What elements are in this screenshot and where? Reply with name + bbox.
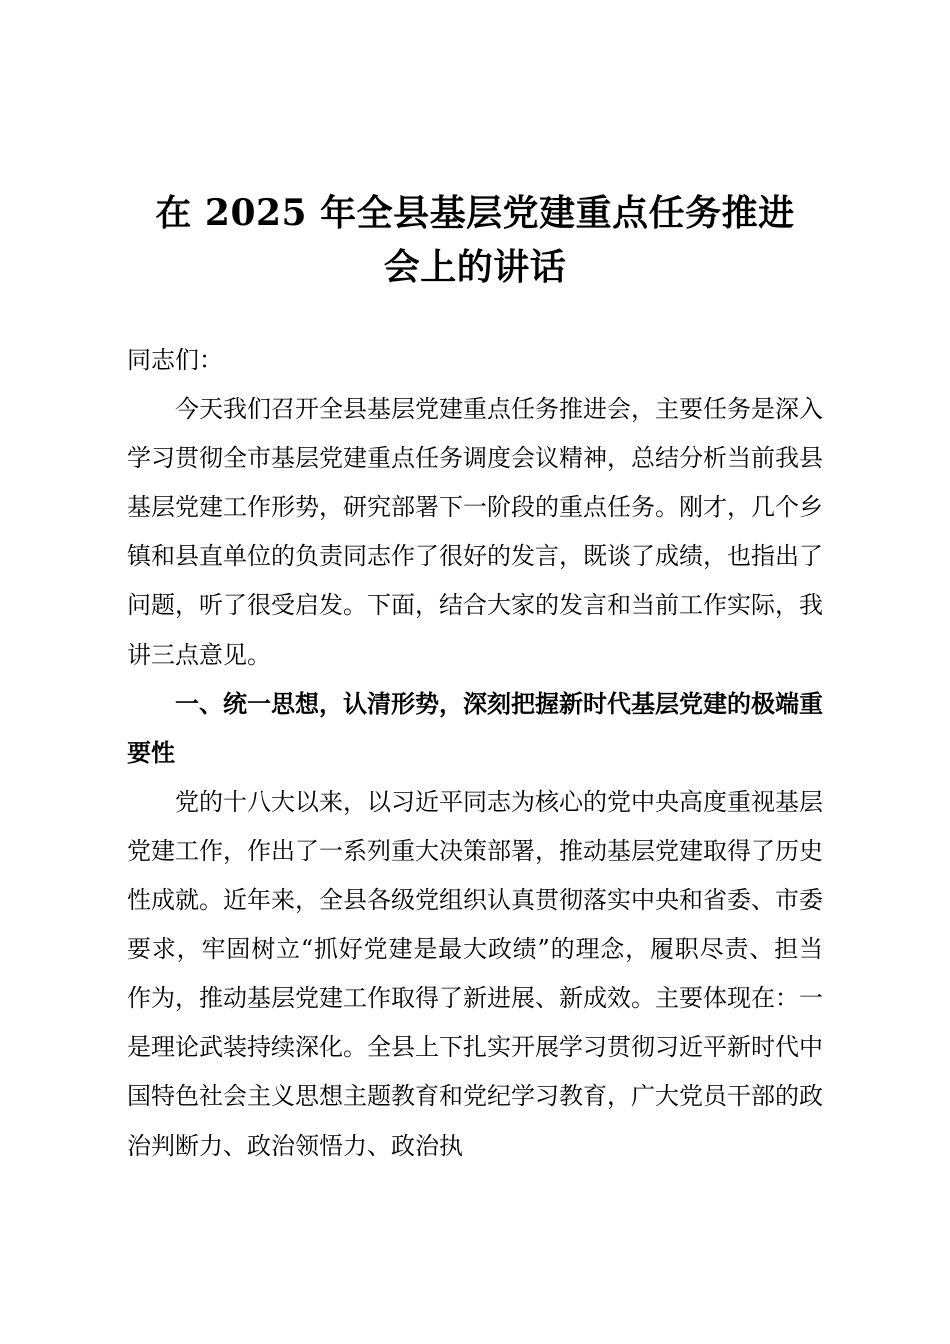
paragraph-intro: 今天我们召开全县基层党建重点任务推进会，主要任务是深入学习贯彻全市基层党建重点任务调度会议精神，总结分析当前我县基层党建工作形势，研究部署下一阶段的重点任务。刚才，几个乡镇和县直单位的负责同志作了很好的发言，既谈了成绩，也指出了问题，听了很受启发。下面，结合大家的发言和当前工作实际，我讲三点意见。 bbox=[127, 395, 823, 669]
title-line-1: 在 2025 年全县基层党建重点任务推进 bbox=[155, 192, 795, 234]
document-title bbox=[118, 186, 832, 294]
paragraph-achievements: 党的十八大以来，以习近平同志为核心的党中央高度重视基层党建工作，作出了一系列重大决策部署，推动基层党建取得了历史性成就。近年来，全县各级党组织认真贯彻落实中央和省委、市委要求，牢固树立“抓好党建是最大政绩”的理念，履职尽责、担当作为，推动基层党建工作取得了新进展、新成效。主要体现在：一是理论武装持续深化。全县上下扎实开展学习贯彻习近平新时代中国特色社会主义思想主题教育和党纪学习教育，广大党员干部的政治判断力、政治领悟力、政治执 bbox=[127, 787, 823, 1160]
document-body bbox=[127, 336, 823, 1171]
salutation: 同志们： bbox=[127, 346, 223, 374]
title-line-2: 会上的讲话 bbox=[383, 246, 567, 288]
section-heading-1: 一、统一思想，认清形势，深刻把握新时代基层党建的极端重要性 bbox=[127, 689, 823, 767]
